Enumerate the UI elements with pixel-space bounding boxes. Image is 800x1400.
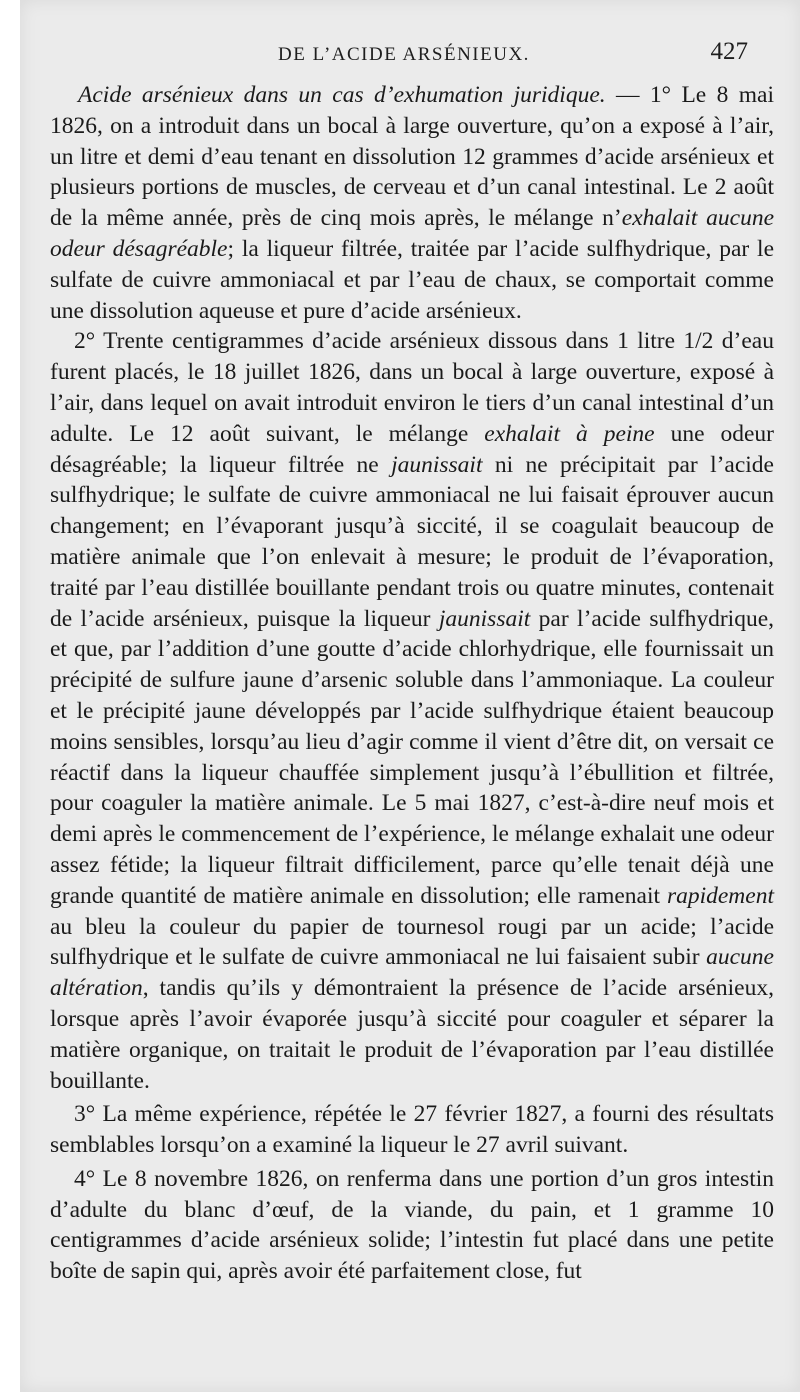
section-heading: Acide arsénieux dans un cas d’exhumation juridique. — [78, 82, 606, 108]
paragraph-2 — [50, 326, 774, 1096]
text-run: au bleu la couleur du papier de tournesol rougi par un acide; l’acide sulfhydrique et le sulfate de cuivre ammoniacal ne lui faisaient subir — [50, 913, 774, 971]
paragraph-1 — [50, 80, 774, 326]
text-run: une odeur désagréable; la liqueur filtrée ne — [50, 420, 775, 478]
text-run: ; la liqueur filtrée, traitée par l’acide sulfhydrique, par le sulfate de cuivre ammoniacal et par l’eau de chaux, se comportait comme une dissolution aqueuse et pure d’acide arsénieux. — [50, 235, 775, 324]
italic-run: exhalait aucune odeur désagréable — [50, 205, 775, 262]
running-title: DE L’ACIDE ARSÉNIEUX. — [278, 44, 530, 65]
text-run: 4° Le 8 novembre 1826, on renferma dans une portion d’un gros intestin d’adulte du blanc d’œuf, de la viande, du pain, et 1 gramme 10 centigrammes d’acide arsénieux solide; l’intestin fut placé dans une petite boîte de sapin qui, après avoir été parfaitement close, fut — [50, 1165, 774, 1285]
italic-run: jaunissait — [438, 605, 531, 632]
text-run: , tandis qu’ils y démontraient la présence de l’acide arsénieux, lorsque après l’avoir évaporée jusqu’à siccité pour coaguler et séparer la matière organique, on traitait le produit de l’évaporation par l’eau distillée bouillante. — [50, 975, 774, 1094]
book-page — [20, 0, 800, 1392]
text-run: par l’acide sulfhydrique, et que, par l’addition d’une goutte d’acide chlorhydrique, elle fournissait un précipité de sulfure jaune d’arsenic soluble dans l’ammoniaque. La couleur et le précipité jaune développés par l’acide sulfhydrique étaient beaucoup moins sensibles, lorsqu’au lieu d’agir comme il vient d’être dit, on versait ce réactif dans la liqueur chauffée simplement jusqu’à l’ébullition et filtrée, pour coaguler la matière animale. Le 5 mai 1827, c’est-à-dire neuf mois et demi après le commencement de l’expérience, le mélange exhalait une odeur assez fétide; la liqueur filtrait difficilement, parce qu’elle tenait déjà une grande quantité de matière animale en dissolution; elle ramenait — [50, 605, 774, 909]
italic-run: aucune altération — [50, 944, 774, 1002]
italic-run: jaunissait — [391, 451, 483, 478]
paragraph-4 — [50, 1164, 774, 1287]
page-number: 427 — [710, 38, 748, 65]
italic-run: rapidement — [666, 882, 774, 909]
text-run: ni ne précipitait par l’acide sulfhydrique; le sulfate de cuivre ammoniacal ne lui faisait éprouver aucun changement; en l’évaporant jusqu’à siccité, il se coagulait beaucoup de matière animale que l’on enlevait à mesure; le produit de l’évaporation, traité par l’eau distillée bouillante pendant trois ou quatre minutes, contenait de l’acide arsénieux, puisque la liqueur — [50, 451, 774, 632]
body-text — [50, 80, 774, 1287]
text-run: 2° Trente centigrammes d’acide arsénieux dissous dans 1 litre 1/2 d’eau furent placés, le 18 juillet 1826, dans un bocal à large ouverture, exposé à l’air, dans lequel on avait introduit environ le tiers d’un canal intestinal d’un adulte. Le 12 août suivant, le mélange — [50, 328, 774, 447]
text-run: — 1° Le 8 mai 1826, on a introduit dans un bocal à large ouverture, qu’on a exposé à l’air, un litre et demi d’eau tenant en dissolution 12 grammes d’acide arsénieux et plusieurs portions de muscles, de cerveau et d’un canal intestinal. Le 2 août de la même année, près de cinq mois après, le mélange n’ — [50, 82, 774, 232]
page-header — [20, 38, 800, 78]
paragraph-3 — [50, 1099, 774, 1161]
text-run: 3° La même expérience, répétée le 27 février 1827, a fourni des résultats semblables lorsqu’on a examiné la liqueur le 27 avril suivant. — [50, 1101, 774, 1159]
italic-run: exhalait à peine — [484, 420, 655, 447]
